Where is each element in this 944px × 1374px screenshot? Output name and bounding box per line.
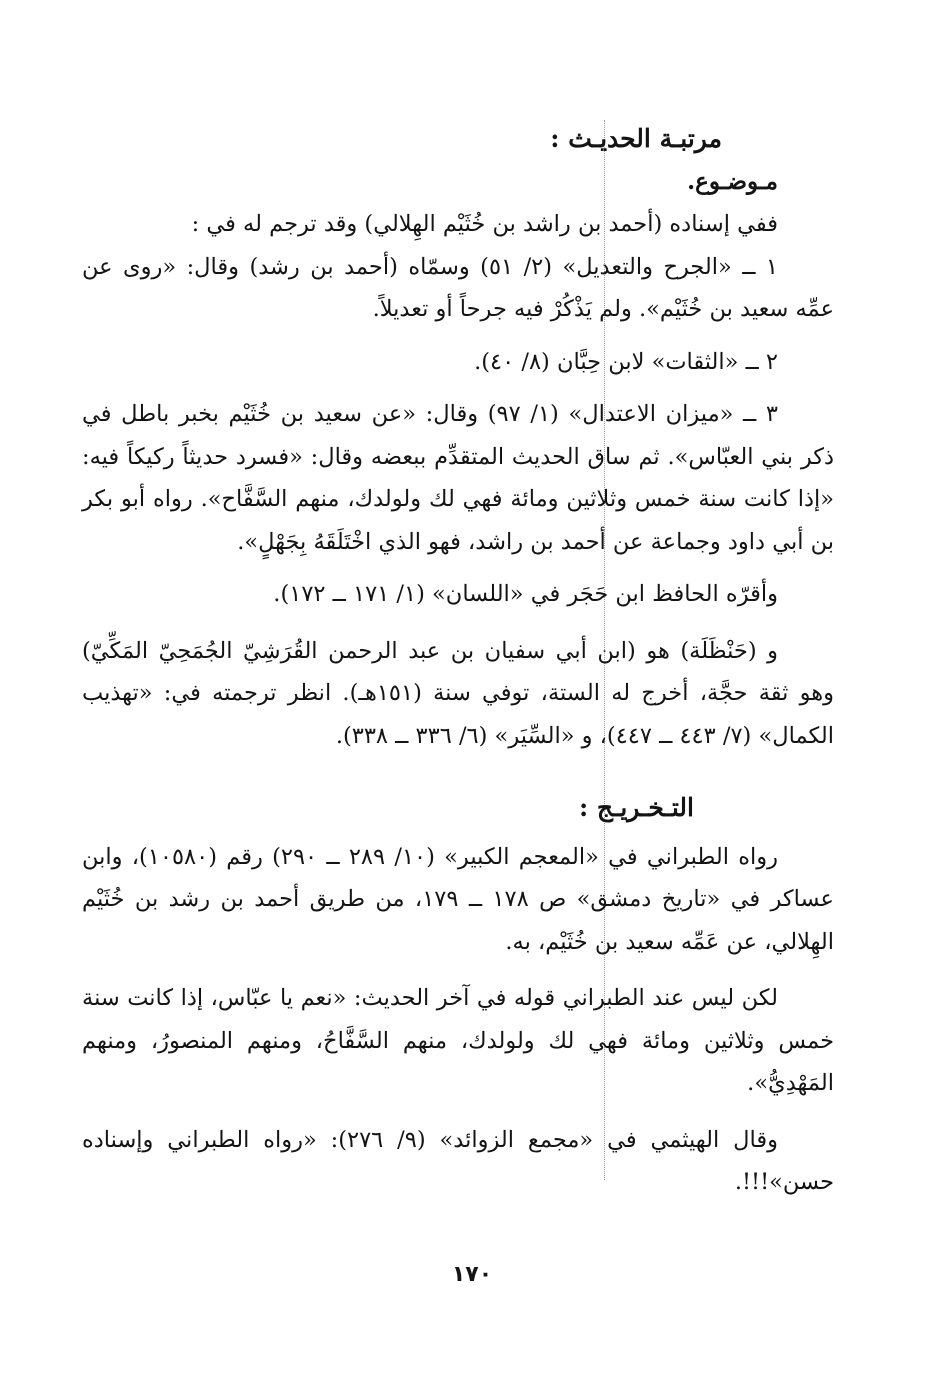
hadith-verdict: مـوضـوع. — [687, 167, 778, 195]
page-number: ١٧٠ — [451, 1262, 493, 1287]
paragraph-tabarani: رواه الطبراني في «المعجم الكبير» (١٠/ ٢٨٩ ــ ٢٩٠) رقم (١٠٥٨٠)، وابن عساكر في «تاريخ دمشق» ص ١٧٨ ــ ١٧٩، من طريق أحمد بن رشد بن خُثَيْم الهِلالي، عن عَمِّه سعيد بن خُثَيْم، به. — [82, 843, 834, 955]
paragraph-isnad: ففي إسناده (أحمد بن راشد بن خُثَيْم الهِلالي) وقد ترجم له في : — [191, 211, 778, 237]
paragraph-mizan: ٣ ــ «ميزان الاعتدال» (١/ ٩٧) وقال: «عن سعيد بن خُثَيْم بخبر باطل في ذكر بني العبّاس». ثم ساق الحديث المتقدِّم ببعضه وقال: «فسرد حديثاً ركيكاً فيه: «إذا كانت سنة خمس وثلاثين ومائة فهي لك ولولدك، منهم السَّفَّاح». رواه أبو بكر بن أبي داود وجماعة عن أحمد بن راشد، فهو الذي اخْتَلَقَهُ بِجَهْلٍ». — [82, 401, 834, 555]
page-body — [82, 118, 834, 1204]
paragraph-thiqat: ٢ ــ «الثقات» لابن حِبَّان (٨/ ٤٠). — [474, 348, 778, 375]
paragraph-tabarani-note: لكن ليس عند الطبراني قوله في آخر الحديث: «نعم يا عبّاس، إذا كانت سنة خمس وثلاثين ومائة فهي لك ولولدك، منهم السَّفَّاحُ، ومنهم المنصورُ، ومنهم المَهْدِيُّ». — [82, 985, 834, 1096]
paragraph-jarh-tadil: ١ ــ «الجرح والتعديل» (٢/ ٥١) وسمّاه (أحمد بن رشد) وقال: «روى عن عمِّه سعيد بن خُثَيْم». ولم يَذْكُرْ فيه جرحاً أو تعديلاً. — [82, 253, 834, 322]
paragraph-lisan: وأقرّه الحافظ ابن حَجَر في «اللسان» (١/ ١٧١ ــ ١٧٢). — [273, 581, 778, 607]
heading-hadith-rank: مرتبـة الحديـث : — [550, 124, 722, 153]
paragraph-hanzala: و (حَنْظَلَة) هو (ابن أبي سفيان بن عبد الرحمن القُرَشِيّ الجُمَحِيّ المَكِّيّ) وهو ثقة حجَّة، أخرج له الستة، توفي سنة (١٥١هـ). انظر ترجمته في: «تهذيب الكمال» (٧/ ٤٤٣ ــ ٤٤٧)، و «السِّيَر» (٦/ ٣٣٦ ــ ٣٣٨). — [82, 637, 834, 749]
paragraph-haythami: وقال الهيثمي في «مجمع الزوائد» (٩/ ٢٧٦): «رواه الطبراني وإسناده حسن»!!!. — [82, 1126, 834, 1195]
heading-takhrij: التـخـريـج : — [578, 793, 694, 822]
